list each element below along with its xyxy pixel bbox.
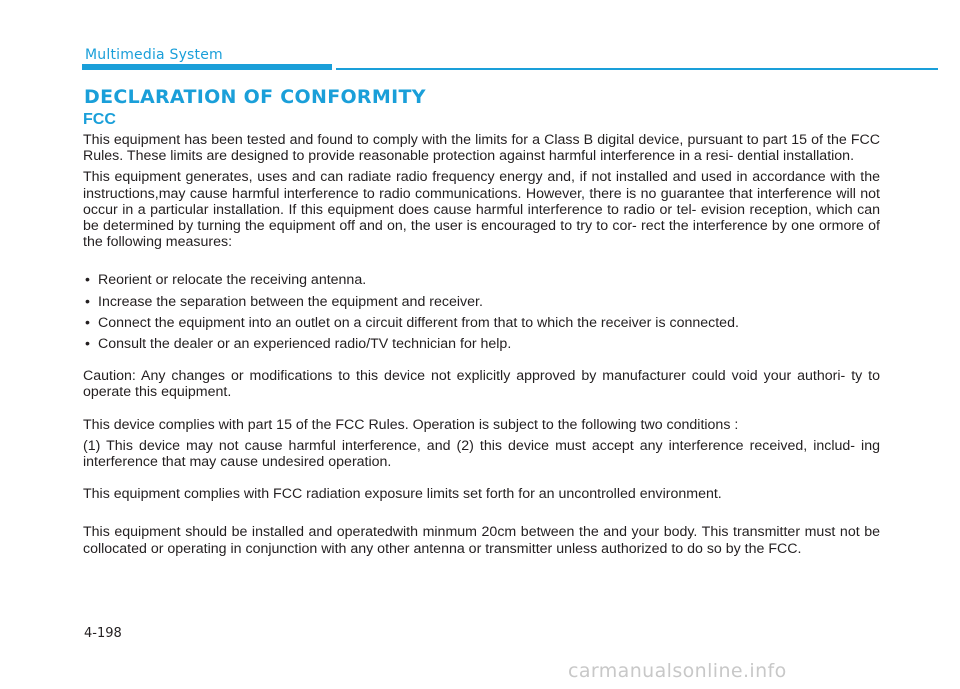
list-item-text: Connect the equipment into an outlet on a circuit different from that to which the receiver is connected. bbox=[98, 314, 739, 331]
measures-list bbox=[83, 272, 880, 352]
paragraph-exposure: This equipment complies with FCC radiation exposure limits set forth for an uncontrolled environment. bbox=[83, 486, 722, 503]
header-bar-thick bbox=[82, 64, 332, 70]
list-item-text: Reorient or relocate the receiving antenna. bbox=[98, 272, 367, 289]
watermark: carmanualsonline.info bbox=[568, 660, 787, 682]
page-title: DECLARATION OF CONFORMITY bbox=[84, 86, 426, 108]
paragraph-installation: This equipment should be installed and operatedwith minmum 20cm between the and your body. This transmitter must not be collocated or operating in conjunction with any other antenna or transmitter unless authorized to do so by the FCC. bbox=[83, 524, 880, 557]
list-item-text: Consult the dealer or an experienced radio/TV technician for help. bbox=[98, 336, 512, 353]
page-number: 4-198 bbox=[84, 626, 122, 641]
bullet-glyph: • bbox=[85, 272, 90, 289]
list-item bbox=[83, 294, 880, 310]
paragraph-part15: This device complies with part 15 of the FCC Rules. Operation is subject to the following two conditions : bbox=[83, 416, 739, 433]
list-item bbox=[83, 315, 880, 331]
bullet-glyph: • bbox=[85, 336, 90, 353]
paragraph-intro: This equipment has been tested and found to comply with the limits for a Class B digital device, pursuant to part 15 of the FCC Rules. These limits are designed to provide reasonable protection against harmful interference in a resi- dential installation. bbox=[83, 132, 880, 165]
header-section-label: Multimedia System bbox=[85, 47, 223, 63]
bullet-glyph: • bbox=[85, 314, 90, 331]
bullet-glyph: • bbox=[85, 293, 90, 310]
paragraph-caution: Caution: Any changes or modifications to this device not explicitly approved by manufacturer could void your authori- ty to operate this equipment. bbox=[83, 368, 880, 401]
list-item bbox=[83, 336, 880, 352]
list-item-text: Increase the separation between the equipment and receiver. bbox=[98, 293, 483, 310]
section-heading: FCC bbox=[83, 111, 116, 128]
paragraph-interference: This equipment generates, uses and can radiate radio frequency energy and, if not installed and used in accordance with the instructions,may cause harmful interference to radio communications. However, there is no guarantee that interference will not occur in a particular installation. If this equipment does cause harmful interference to radio or tel- evision reception, which can be determined by turning the equipment off and on, the user is encouraged to try to cor- rect the interference by one ormore of the following measures: bbox=[83, 169, 880, 251]
body-text bbox=[83, 132, 880, 557]
list-item bbox=[83, 272, 880, 288]
header-bar-thin bbox=[336, 68, 938, 70]
paragraph-conditions: (1) This device may not cause harmful interference, and (2) this device must accept any interference received, includ- ing interference that may cause undesired operation. bbox=[83, 437, 880, 471]
